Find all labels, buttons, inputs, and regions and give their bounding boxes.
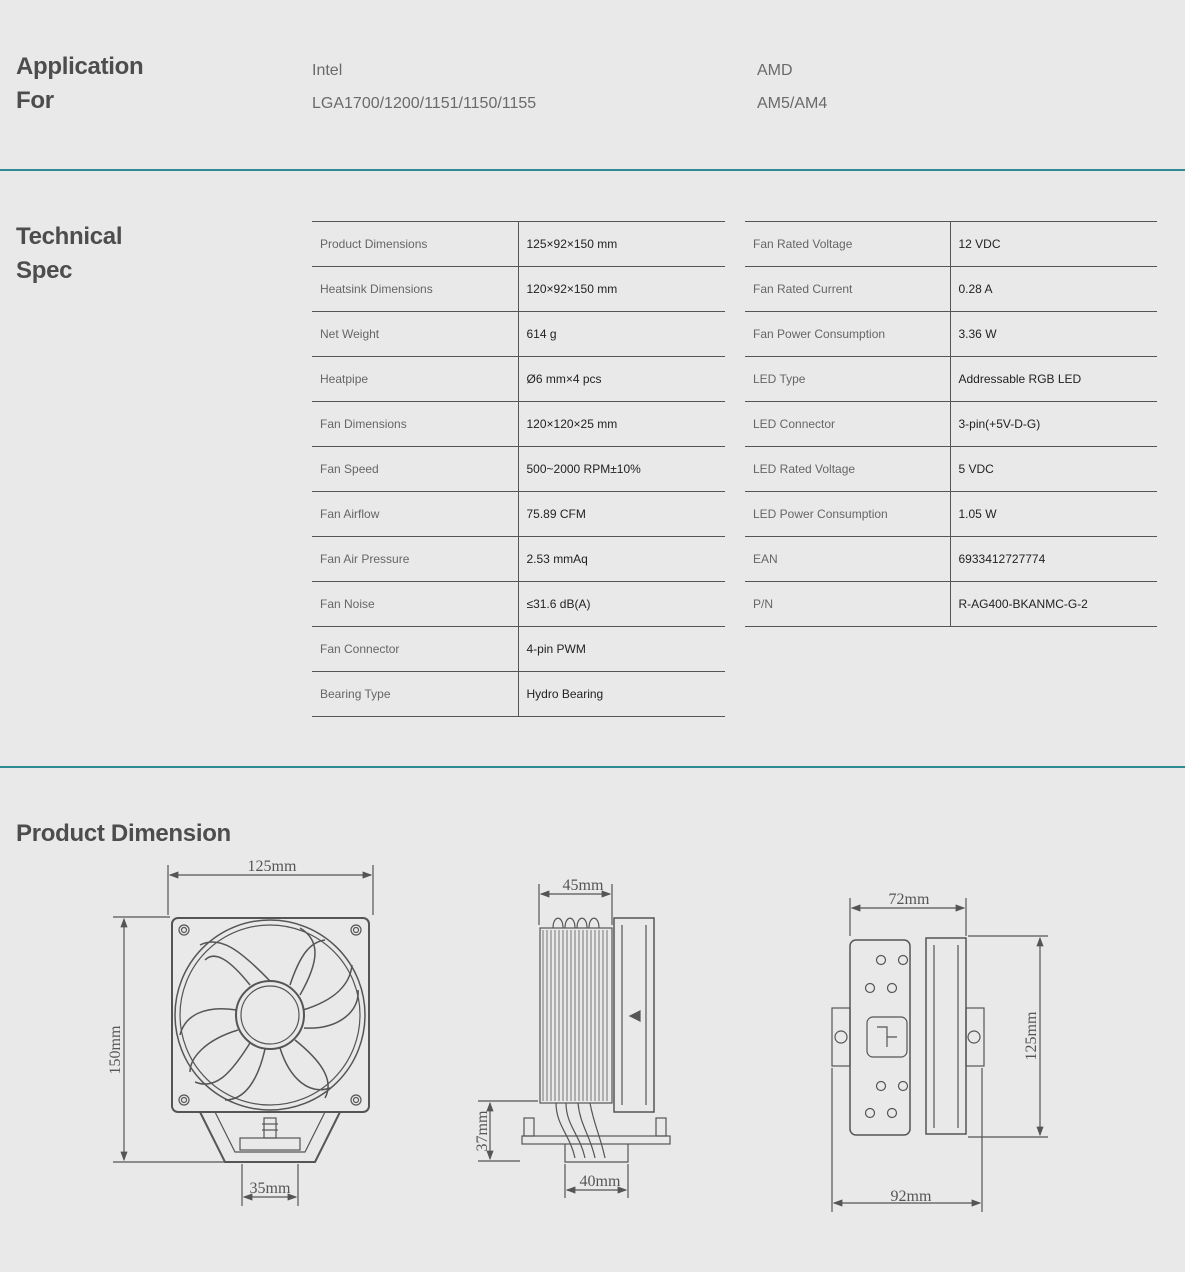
- intel-compat: [312, 54, 536, 120]
- spec-value: 614 g: [518, 312, 725, 357]
- spec-row: [312, 537, 725, 582]
- spec-key: Fan Air Pressure: [312, 537, 518, 582]
- spec-table-left: [312, 221, 725, 717]
- spec-key: Fan Airflow: [312, 492, 518, 537]
- spec-key: Fan Rated Current: [745, 267, 950, 312]
- spec-row: [745, 402, 1157, 447]
- spec-value: 120×92×150 mm: [518, 267, 725, 312]
- spec-key: Fan Rated Voltage: [745, 222, 950, 267]
- application-title: [16, 50, 143, 118]
- top-width-label: 125mm: [1023, 1011, 1040, 1061]
- spec-key: Fan Connector: [312, 627, 518, 672]
- amd-compat: [757, 54, 827, 120]
- spec-value: 75.89 CFM: [518, 492, 725, 537]
- spec-row: [745, 267, 1157, 312]
- front-width-label: 125mm: [247, 858, 297, 875]
- spec-value: 125×92×150 mm: [518, 222, 725, 267]
- spec-value: 5 VDC: [950, 447, 1157, 492]
- side-base-width-label: 40mm: [579, 1173, 621, 1190]
- spec-key: P/N: [745, 582, 950, 627]
- spec-value: 12 VDC: [950, 222, 1157, 267]
- spec-value: 1.05 W: [950, 492, 1157, 537]
- spec-row: [312, 357, 725, 402]
- spec-row: [745, 357, 1157, 402]
- section-divider: [0, 169, 1185, 171]
- spec-row: [312, 267, 725, 312]
- spec-value: Ø6 mm×4 pcs: [518, 357, 725, 402]
- spec-value: 3-pin(+5V-D-G): [950, 402, 1157, 447]
- spec-key: Product Dimensions: [312, 222, 518, 267]
- spec-key: LED Type: [745, 357, 950, 402]
- spec-key: Fan Power Consumption: [745, 312, 950, 357]
- spec-key: EAN: [745, 537, 950, 582]
- spec-row: [312, 312, 725, 357]
- amd-label: AMD: [757, 62, 793, 79]
- section-divider: [0, 766, 1185, 768]
- spec-key: LED Power Consumption: [745, 492, 950, 537]
- spec-key: Heatsink Dimensions: [312, 267, 518, 312]
- intel-sockets: LGA1700/1200/1151/1150/1155: [312, 95, 537, 112]
- side-depth-label: 45mm: [562, 877, 604, 894]
- amd-sockets: AM5/AM4: [757, 95, 828, 112]
- spec-value: 0.28 A: [950, 267, 1157, 312]
- spec-row: [312, 402, 725, 447]
- spec-key: LED Connector: [745, 402, 950, 447]
- spec-row: [312, 582, 725, 627]
- side-view: [478, 884, 670, 1198]
- spec-row: [745, 447, 1157, 492]
- application-title-line1: Application: [16, 53, 144, 80]
- spec-key: Bearing Type: [312, 672, 518, 717]
- spec-value: 500~2000 RPM±10%: [518, 447, 725, 492]
- spec-row: [745, 222, 1157, 267]
- spec-table-right: [745, 221, 1157, 627]
- spec-row: [312, 492, 725, 537]
- spec-value: ≤31.6 dB(A): [518, 582, 725, 627]
- spec-key: Net Weight: [312, 312, 518, 357]
- spec-value: Addressable RGB LED: [950, 357, 1157, 402]
- spec-row: [745, 312, 1157, 357]
- spec-row: [312, 672, 725, 717]
- spec-row: [312, 447, 725, 492]
- spec-key: Fan Noise: [312, 582, 518, 627]
- top-total-label: 92mm: [890, 1188, 932, 1205]
- top-view: [832, 898, 1048, 1212]
- dimension-title: Product Dimension: [16, 820, 231, 847]
- dimension-drawings: [0, 850, 1185, 1230]
- spec-value: Hydro Bearing: [518, 672, 725, 717]
- spec-value: 3.36 W: [950, 312, 1157, 357]
- front-height-label: 150mm: [107, 1025, 124, 1075]
- spec-row: [312, 222, 725, 267]
- top-depth-label: 72mm: [888, 891, 930, 908]
- intel-label: Intel: [312, 62, 343, 79]
- application-title-line2: For: [16, 87, 54, 114]
- spec-row: [745, 492, 1157, 537]
- spec-value: R-AG400-BKANMC-G-2: [950, 582, 1157, 627]
- spec-key: Fan Dimensions: [312, 402, 518, 447]
- front-view: [113, 865, 373, 1206]
- spec-row: [745, 537, 1157, 582]
- spec-row: [745, 582, 1157, 627]
- spec-key: Heatpipe: [312, 357, 518, 402]
- technical-title: [16, 220, 122, 288]
- spec-key: Fan Speed: [312, 447, 518, 492]
- spec-value: 4-pin PWM: [518, 627, 725, 672]
- spec-value: 2.53 mmAq: [518, 537, 725, 582]
- side-base-height-label: 37mm: [474, 1110, 491, 1152]
- technical-title-line2: Spec: [16, 257, 73, 284]
- spec-value: 6933412727774: [950, 537, 1157, 582]
- spec-key: LED Rated Voltage: [745, 447, 950, 492]
- spec-row: [312, 627, 725, 672]
- spec-value: 120×120×25 mm: [518, 402, 725, 447]
- technical-title-line1: Technical: [16, 223, 123, 250]
- front-base-label: 35mm: [249, 1180, 291, 1197]
